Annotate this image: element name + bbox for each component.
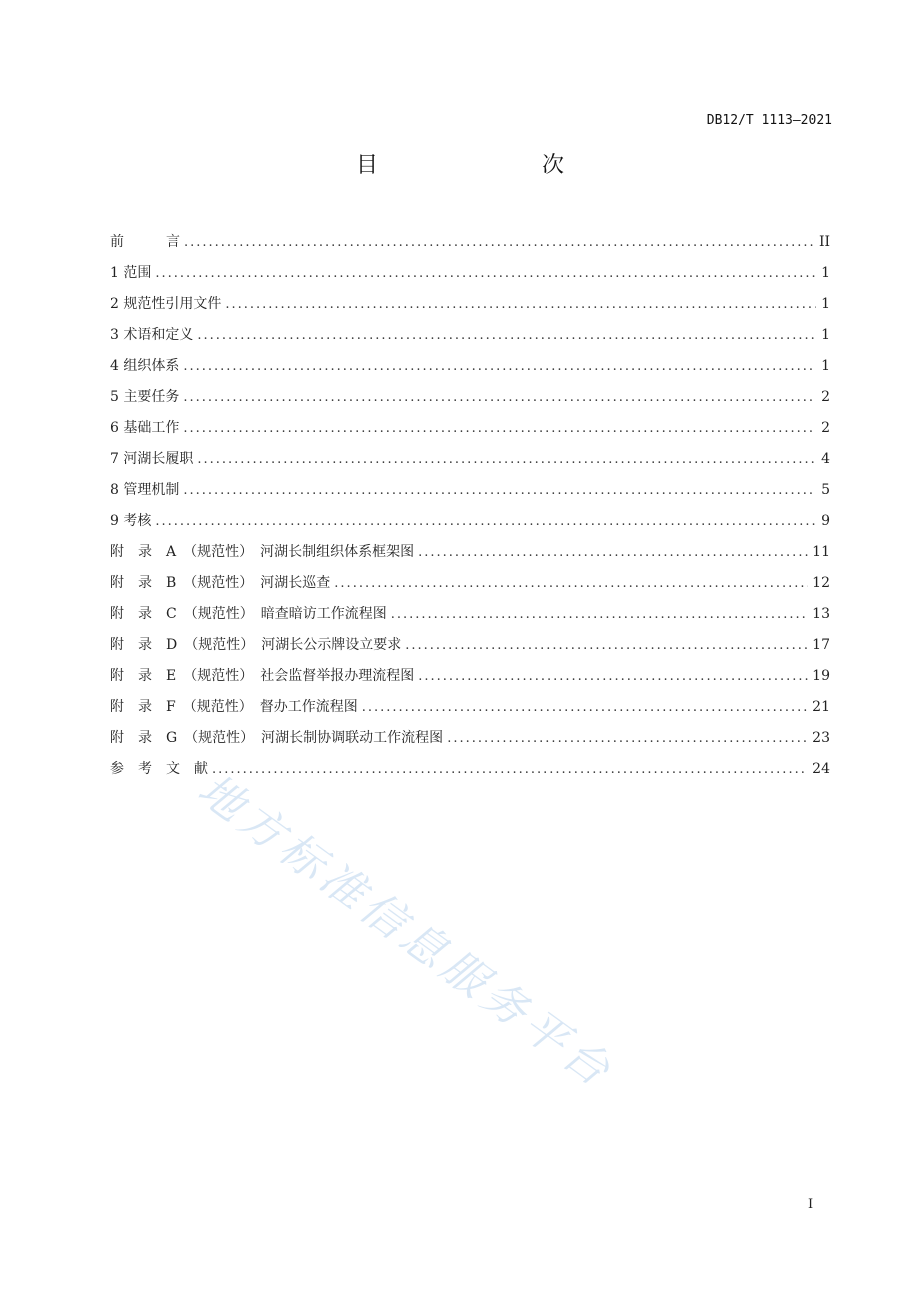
toc-leader	[184, 235, 815, 250]
toc-leader	[418, 545, 808, 560]
toc-label: 附 录 F （规范性） 督办工作流程图	[110, 699, 358, 715]
toc-page-number: 19	[812, 668, 830, 684]
toc-label: 附 录 D （规范性） 河湖长公示牌设立要求	[110, 637, 402, 653]
toc-entry[interactable]	[110, 355, 830, 386]
toc-label: 3 术语和定义	[110, 327, 194, 343]
toc-leader	[362, 700, 808, 715]
toc-label: 1 范围	[110, 265, 152, 281]
toc-leader	[391, 607, 808, 622]
watermark: 地方标准信息服务平台	[188, 763, 624, 1100]
toc-page-number: 1	[821, 296, 830, 312]
toc-page-number: 23	[812, 730, 830, 746]
toc-leader	[155, 514, 816, 529]
toc-page-number: 11	[812, 544, 830, 560]
toc-leader	[447, 731, 808, 746]
toc-entry[interactable]	[110, 510, 830, 541]
toc-label: 2 规范性引用文件	[110, 296, 222, 312]
toc-entry-appendix-b[interactable]	[110, 572, 830, 603]
toc-entry[interactable]	[110, 448, 830, 479]
toc-label: 参 考 文 献	[110, 761, 208, 777]
toc-label: 附 录 C （规范性） 暗查暗访工作流程图	[110, 606, 387, 622]
toc-label: 9 考核	[110, 513, 152, 529]
toc-page-number: 1	[821, 358, 830, 374]
toc-label: 7 河湖长履职	[110, 451, 194, 467]
toc-leader	[334, 576, 808, 591]
toc-entry-appendix-f[interactable]	[110, 696, 830, 727]
toc-entry-appendix-c[interactable]	[110, 603, 830, 634]
toc-label: 4 组织体系	[110, 358, 180, 374]
toc-page-number: 24	[812, 761, 830, 777]
toc-label: 6 基础工作	[110, 420, 180, 436]
toc-page-number: 12	[812, 575, 830, 591]
table-of-contents	[110, 231, 830, 789]
toc-page-number: 5	[821, 482, 830, 498]
toc-page-number: 13	[812, 606, 830, 622]
document-code: DB12/T 1113—2021	[706, 113, 832, 128]
toc-entry[interactable]	[110, 417, 830, 448]
toc-label: 前 言	[110, 234, 180, 250]
toc-page-number: 9	[821, 513, 830, 529]
toc-entry-appendix-e[interactable]	[110, 665, 830, 696]
page-number: I	[808, 1197, 814, 1212]
toc-label: 附 录 A （规范性） 河湖长制组织体系框架图	[110, 544, 415, 560]
toc-leader	[197, 452, 816, 467]
toc-leader	[183, 359, 816, 374]
toc-leader	[155, 266, 816, 281]
toc-page-number: 2	[821, 420, 830, 436]
toc-leader	[197, 328, 816, 343]
toc-page-number: 21	[812, 699, 830, 715]
toc-page-number: 17	[812, 637, 830, 653]
toc-entry-appendix-a[interactable]	[110, 541, 830, 572]
toc-label: 附 录 B （规范性） 河湖长巡查	[110, 575, 331, 591]
toc-leader	[183, 390, 816, 405]
toc-page-number: 4	[821, 451, 830, 467]
toc-leader	[225, 297, 816, 312]
toc-label: 5 主要任务	[110, 389, 180, 405]
toc-entry[interactable]	[110, 386, 830, 417]
toc-page-number: 1	[821, 327, 830, 343]
toc-page-number: 2	[821, 389, 830, 405]
toc-leader	[183, 421, 816, 436]
toc-entry[interactable]	[110, 479, 830, 510]
toc-leader	[212, 762, 808, 777]
toc-page-number: II	[818, 234, 830, 250]
toc-label: 8 管理机制	[110, 482, 180, 498]
toc-entry-appendix-d[interactable]	[110, 634, 830, 665]
toc-entry[interactable]	[110, 262, 830, 293]
toc-page-number: 1	[821, 265, 830, 281]
toc-entry-foreword[interactable]	[110, 231, 830, 262]
toc-label: 附 录 G （规范性） 河湖长制协调联动工作流程图	[110, 730, 444, 746]
toc-leader	[405, 638, 808, 653]
toc-leader	[183, 483, 816, 498]
toc-entry[interactable]	[110, 324, 830, 355]
page-title: 目 次	[355, 153, 604, 178]
toc-entry[interactable]	[110, 293, 830, 324]
toc-label: 附 录 E （规范性） 社会监督举报办理流程图	[110, 668, 415, 684]
toc-entry-appendix-g[interactable]	[110, 727, 830, 758]
toc-leader	[418, 669, 808, 684]
